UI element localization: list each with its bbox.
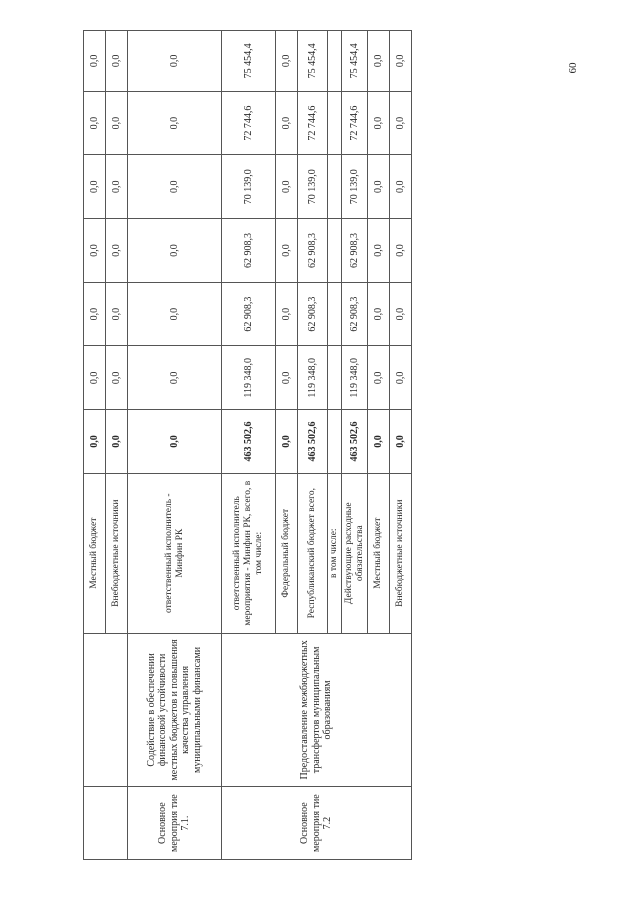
value-cell: 0,0 (276, 91, 298, 155)
value-cell: 0,0 (106, 155, 128, 219)
value-cell: 0,0 (106, 282, 128, 346)
value-cell: 0,0 (276, 219, 298, 283)
value-cell: 0,0 (368, 155, 390, 219)
value-cell: 0,0 (390, 91, 412, 155)
value-cell: 0,0 (368, 282, 390, 346)
value-cell: 0,0 (128, 282, 222, 346)
value-cell (328, 282, 342, 346)
table-row (128, 31, 222, 860)
value-cell: 0,0 (368, 91, 390, 155)
value-cell: 463 502,6 (342, 410, 368, 474)
value-cell: 62 908,3 (298, 282, 328, 346)
value-cell (328, 346, 342, 410)
value-cell: 0,0 (390, 410, 412, 474)
value-cell: 62 908,3 (342, 219, 368, 283)
value-cell: 0,0 (368, 219, 390, 283)
value-cell: 75 454,4 (222, 31, 276, 92)
activity-type-cell: Основное мероприя тие 7.1. (128, 787, 222, 860)
source-cell: Внебюджетные источники (390, 473, 412, 633)
value-cell: 72 744,6 (298, 91, 328, 155)
value-cell: 463 502,6 (298, 410, 328, 474)
value-cell: 0,0 (84, 410, 106, 474)
value-cell: 0,0 (276, 31, 298, 92)
value-cell: 0,0 (276, 282, 298, 346)
value-cell: 0,0 (84, 91, 106, 155)
value-cell: 75 454,4 (342, 31, 368, 92)
value-cell: 0,0 (128, 31, 222, 92)
value-cell (328, 410, 342, 474)
value-cell (328, 155, 342, 219)
source-cell: ответственный исполнитель - Минфин РК (128, 473, 222, 633)
value-cell: 0,0 (106, 410, 128, 474)
value-cell: 119 348,0 (298, 346, 328, 410)
value-cell: 62 908,3 (342, 282, 368, 346)
row-name-cell (84, 633, 128, 787)
source-cell: Местный бюджет (84, 473, 106, 633)
value-cell: 463 502,6 (222, 410, 276, 474)
value-cell: 72 744,6 (342, 91, 368, 155)
value-cell: 0,0 (106, 91, 128, 155)
value-cell: 0,0 (368, 346, 390, 410)
value-cell: 0,0 (84, 155, 106, 219)
value-cell: 0,0 (84, 31, 106, 92)
value-cell: 0,0 (390, 346, 412, 410)
value-cell: 0,0 (390, 155, 412, 219)
value-cell: 0,0 (128, 346, 222, 410)
value-cell: 0,0 (128, 410, 222, 474)
activity-name-cell: Предоставление межбюджетных трансфертов муниципальным образованиям (222, 633, 412, 787)
value-cell: 0,0 (106, 219, 128, 283)
activity-type-cell: Основное мероприя тие 7.2 (222, 787, 412, 860)
value-cell: 0,0 (368, 410, 390, 474)
value-cell: 70 139,0 (222, 155, 276, 219)
value-cell: 0,0 (84, 219, 106, 283)
value-cell: 62 908,3 (298, 219, 328, 283)
value-cell: 72 744,6 (222, 91, 276, 155)
value-cell: 0,0 (368, 31, 390, 92)
value-cell: 0,0 (390, 31, 412, 92)
row-type-cell (84, 787, 128, 860)
budget-table (83, 30, 412, 860)
source-cell: Действующие расходные обязательства (342, 473, 368, 633)
value-cell: 0,0 (390, 219, 412, 283)
source-cell: Республиканский бюджет всего, (298, 473, 328, 633)
value-cell: 0,0 (276, 155, 298, 219)
value-cell: 119 348,0 (342, 346, 368, 410)
value-cell: 0,0 (84, 282, 106, 346)
value-cell (328, 31, 342, 92)
value-cell: 0,0 (390, 282, 412, 346)
value-cell: 70 139,0 (298, 155, 328, 219)
value-cell: 0,0 (128, 91, 222, 155)
source-cell: ответственный исполнитель мероприятия - Минфин РК, всего, в том числе: (222, 473, 276, 633)
value-cell: 70 139,0 (342, 155, 368, 219)
value-cell: 62 908,3 (222, 282, 276, 346)
value-cell: 0,0 (128, 219, 222, 283)
value-cell: 0,0 (84, 346, 106, 410)
budget-table-container (83, 30, 406, 860)
value-cell: 0,0 (106, 346, 128, 410)
table-row (222, 31, 276, 860)
value-cell: 0,0 (128, 155, 222, 219)
source-cell: Федеральный бюджет (276, 473, 298, 633)
source-cell: в том числе: (328, 473, 342, 633)
page-number: 60 (567, 62, 579, 74)
activity-name-cell: Содействие в обеспечении финансовой устойчивости местных бюджетов и повышения качества управления муниципальными финансами (128, 633, 222, 787)
value-cell: 75 454,4 (298, 31, 328, 92)
source-cell: Внебюджетные источники (106, 473, 128, 633)
value-cell: 119 348,0 (222, 346, 276, 410)
value-cell: 62 908,3 (222, 219, 276, 283)
table-row (84, 31, 106, 860)
source-cell: Местный бюджет (368, 473, 390, 633)
value-cell (328, 219, 342, 283)
value-cell: 0,0 (276, 410, 298, 474)
value-cell: 0,0 (106, 31, 128, 92)
value-cell: 0,0 (276, 346, 298, 410)
value-cell (328, 91, 342, 155)
